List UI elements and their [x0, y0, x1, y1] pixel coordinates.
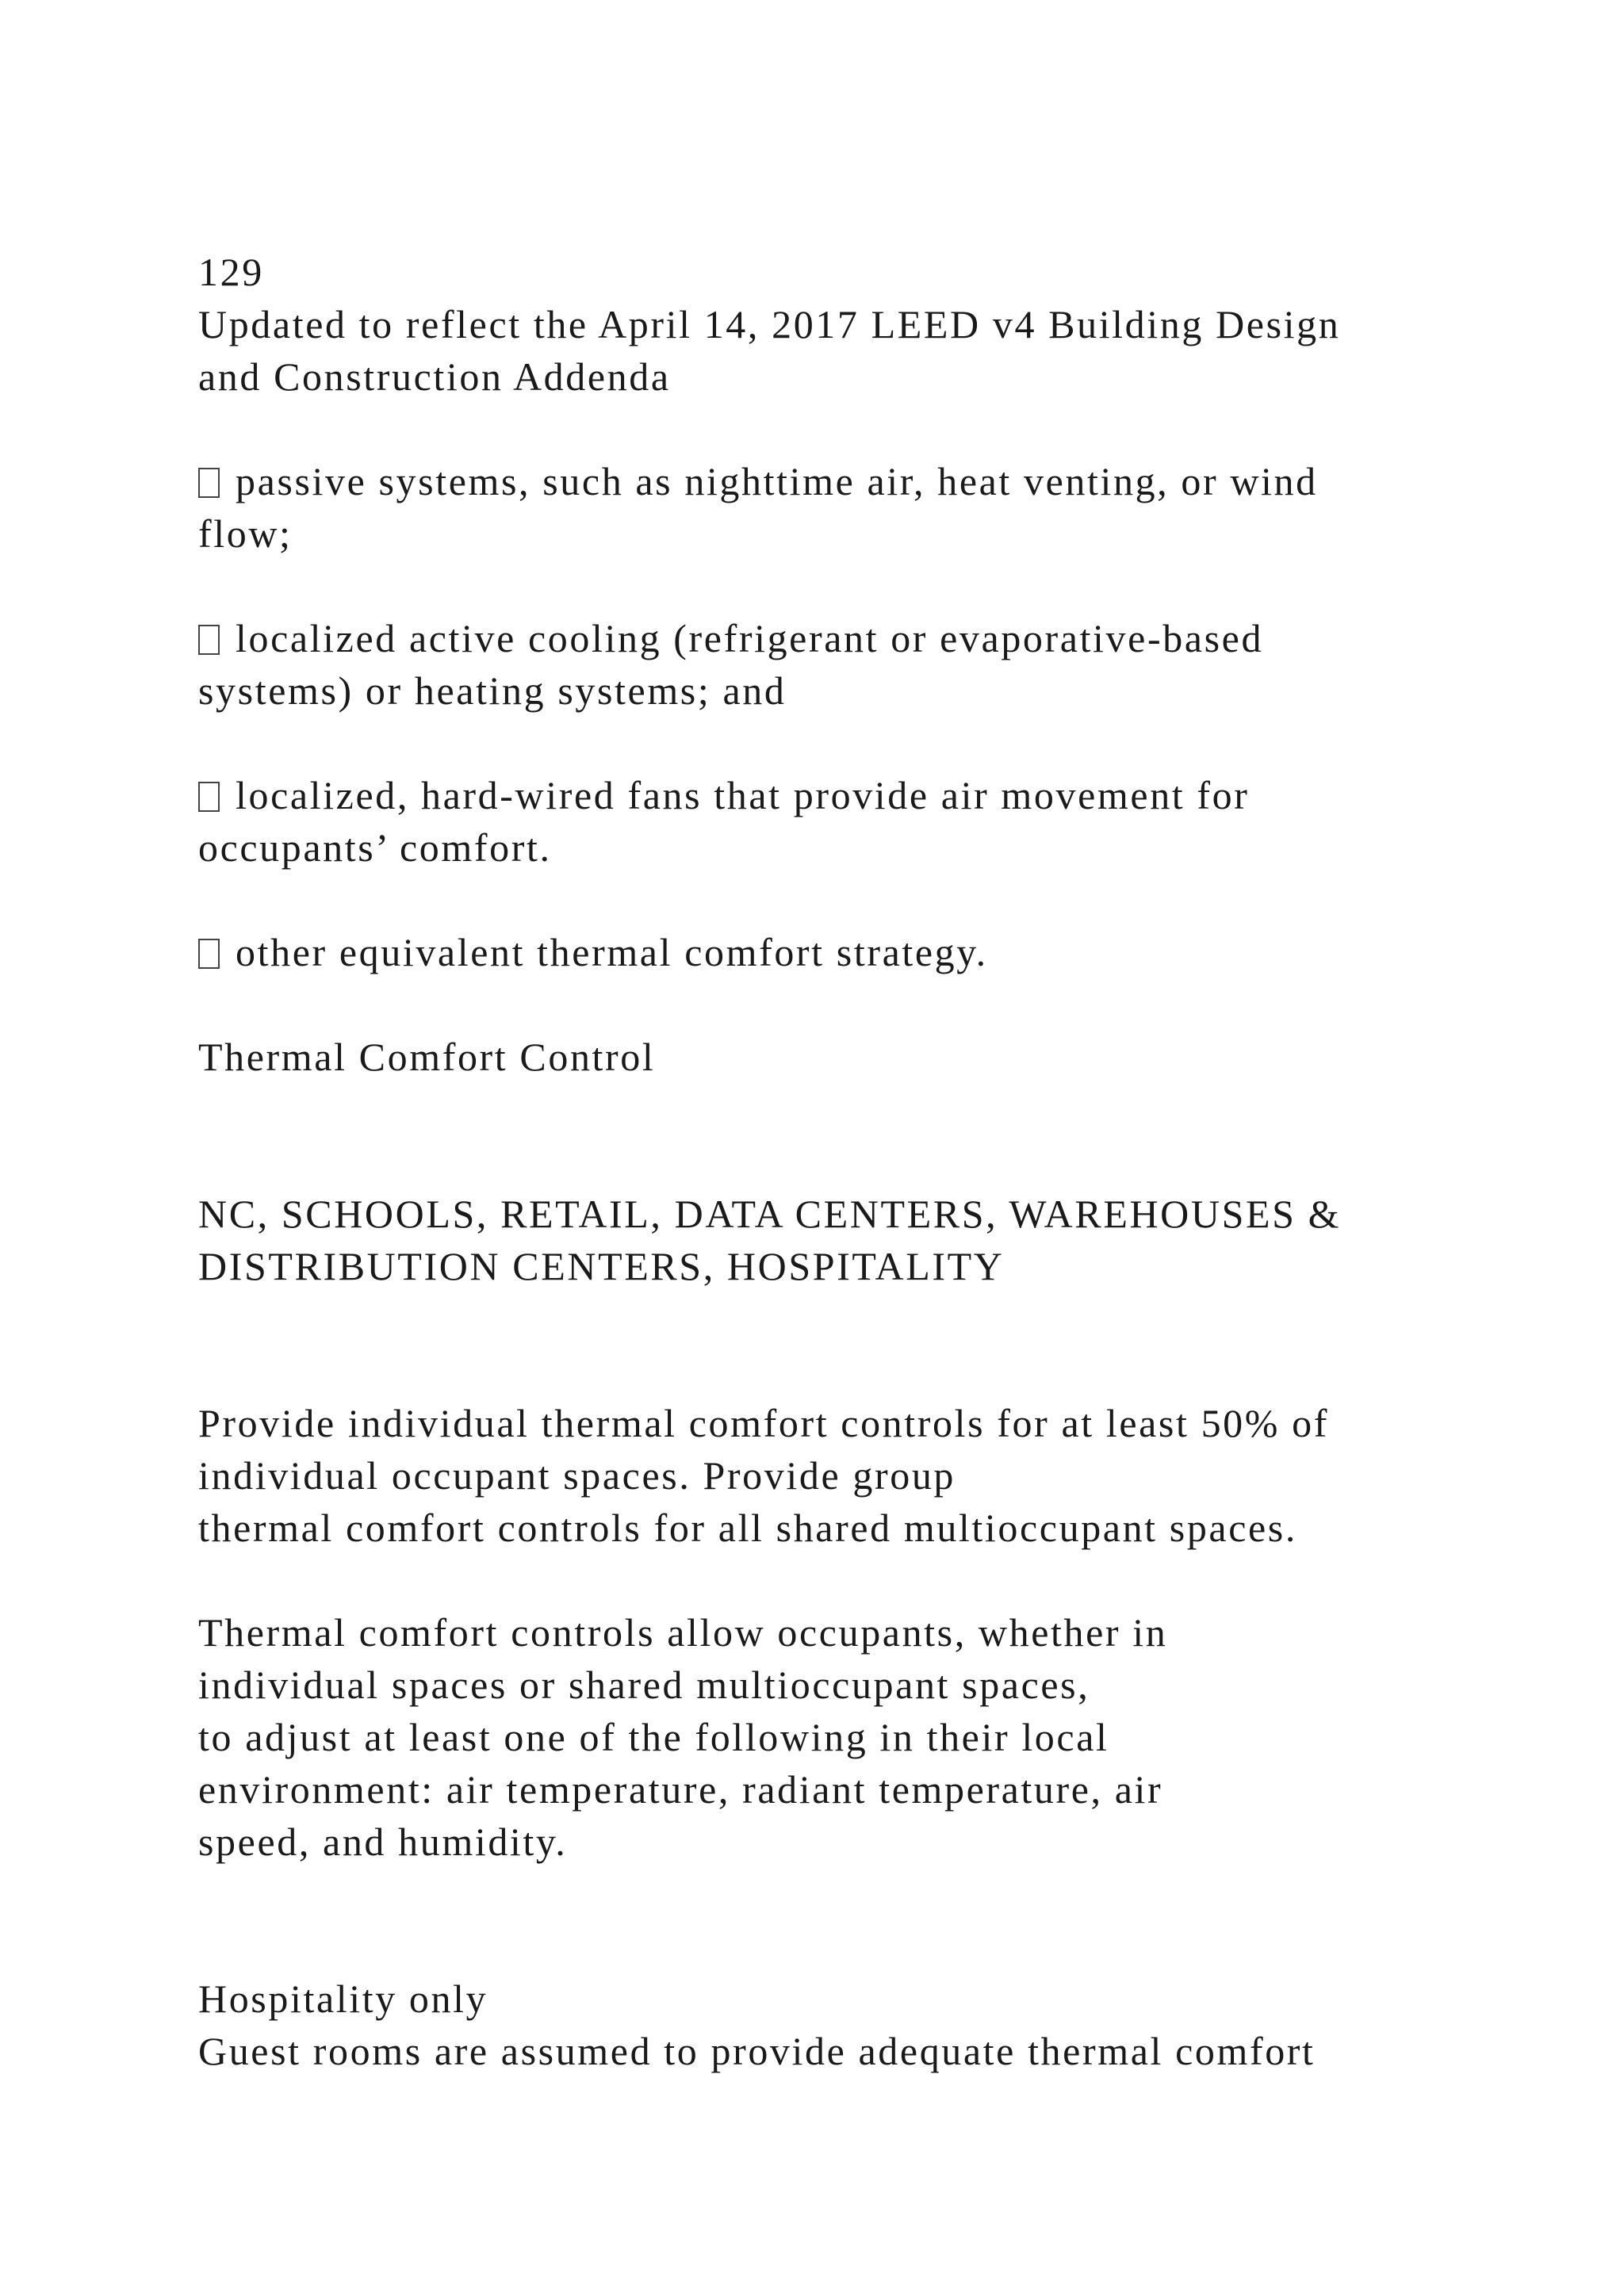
bullet-text: localized active cooling (refrigerant or evaporative-based: [236, 616, 1264, 660]
definition-line-2: individual spaces or shared multioccupant spaces,: [198, 1663, 1090, 1707]
applicability-line-2: DISTRIBUTION CENTERS, HOSPITALITY: [198, 1244, 1005, 1288]
definition-line-5: speed, and humidity.: [198, 1820, 568, 1864]
bullet-text: localized, hard-wired fans that provide air movement for: [236, 773, 1250, 817]
header-line-2: and Construction Addenda: [198, 354, 671, 399]
bullet-item: [198, 455, 1546, 507]
bullet-box-icon: [198, 939, 220, 969]
hospitality-heading: Hospitality only: [198, 1976, 488, 2021]
bullet-text: passive systems, such as nighttime air, heat venting, or wind: [236, 459, 1318, 503]
hospitality-line-1: Guest rooms are assumed to provide adequate thermal comfort: [198, 2029, 1316, 2073]
definition-line-1: Thermal comfort controls allow occupants, whether in: [198, 1610, 1168, 1655]
requirement-line-3: thermal comfort controls for all shared multioccupant spaces.: [198, 1506, 1297, 1550]
bullet-continuation: systems) or heating systems; and: [198, 668, 787, 713]
bullet-continuation: occupants’ comfort.: [198, 825, 552, 870]
applicability-line-1: NC, SCHOOLS, RETAIL, DATA CENTERS, WAREHOUSES &: [198, 1192, 1342, 1236]
document-text: [198, 246, 1546, 2077]
definition-line-3: to adjust at least one of the following in their local: [198, 1715, 1109, 1759]
bullet-box-icon: [198, 782, 220, 812]
bullet-continuation: flow;: [198, 511, 293, 556]
section-title: Thermal Comfort Control: [198, 1035, 656, 1079]
page-number: 129: [198, 250, 264, 294]
header-line-1: Updated to reflect the April 14, 2017 LEED v4 Building Design: [198, 302, 1341, 346]
requirement-line-2: individual occupant spaces. Provide group: [198, 1453, 956, 1498]
bullet-text: other equivalent thermal comfort strategy.: [236, 930, 988, 974]
bullet-item: [198, 612, 1546, 664]
bullet-box-icon: [198, 625, 220, 655]
bullet-item: [198, 926, 1546, 978]
requirement-line-1: Provide individual thermal comfort controls for at least 50% of: [198, 1401, 1329, 1445]
bullet-item: [198, 769, 1546, 821]
definition-line-4: environment: air temperature, radiant temperature, air: [198, 1767, 1163, 1812]
bullet-box-icon: [198, 468, 220, 498]
